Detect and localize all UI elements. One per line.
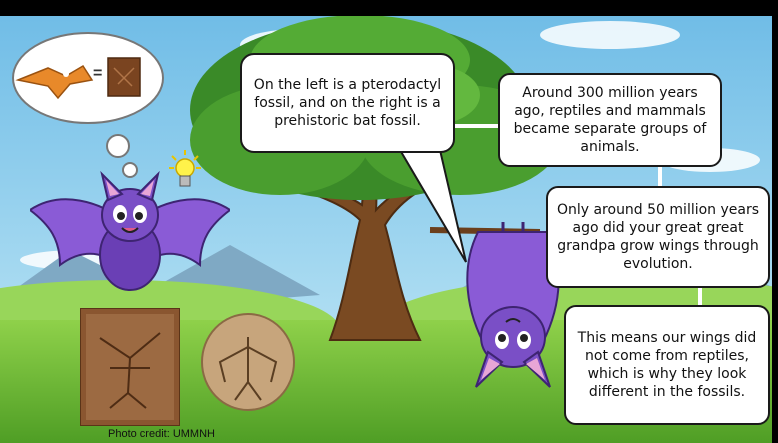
info-box-conclusion [564,305,770,425]
right-letterbox [772,0,778,443]
info-box-evolution [546,186,770,288]
equals-sign: = [93,65,103,82]
info-box-reptiles-mammals [498,73,722,167]
speech-bubble-text: On the left is a pterodactyl fossil, and on the right is a prehistoric bat fossil. [253,77,442,129]
photo-credit: Photo credit: UMMNH [108,428,215,440]
info-box-text: Around 300 million years ago, reptiles and mammals became separate groups of animals. [513,85,707,155]
top-letterbox [0,0,778,16]
info-box-text: This means our wings did not come from reptiles, which is why they look different in the fossils. [577,330,757,400]
speech-bubble-pterodactyl [240,53,455,153]
info-box-text: Only around 50 million years ago did your great great grandpa grow wings through evolution. [556,202,760,272]
